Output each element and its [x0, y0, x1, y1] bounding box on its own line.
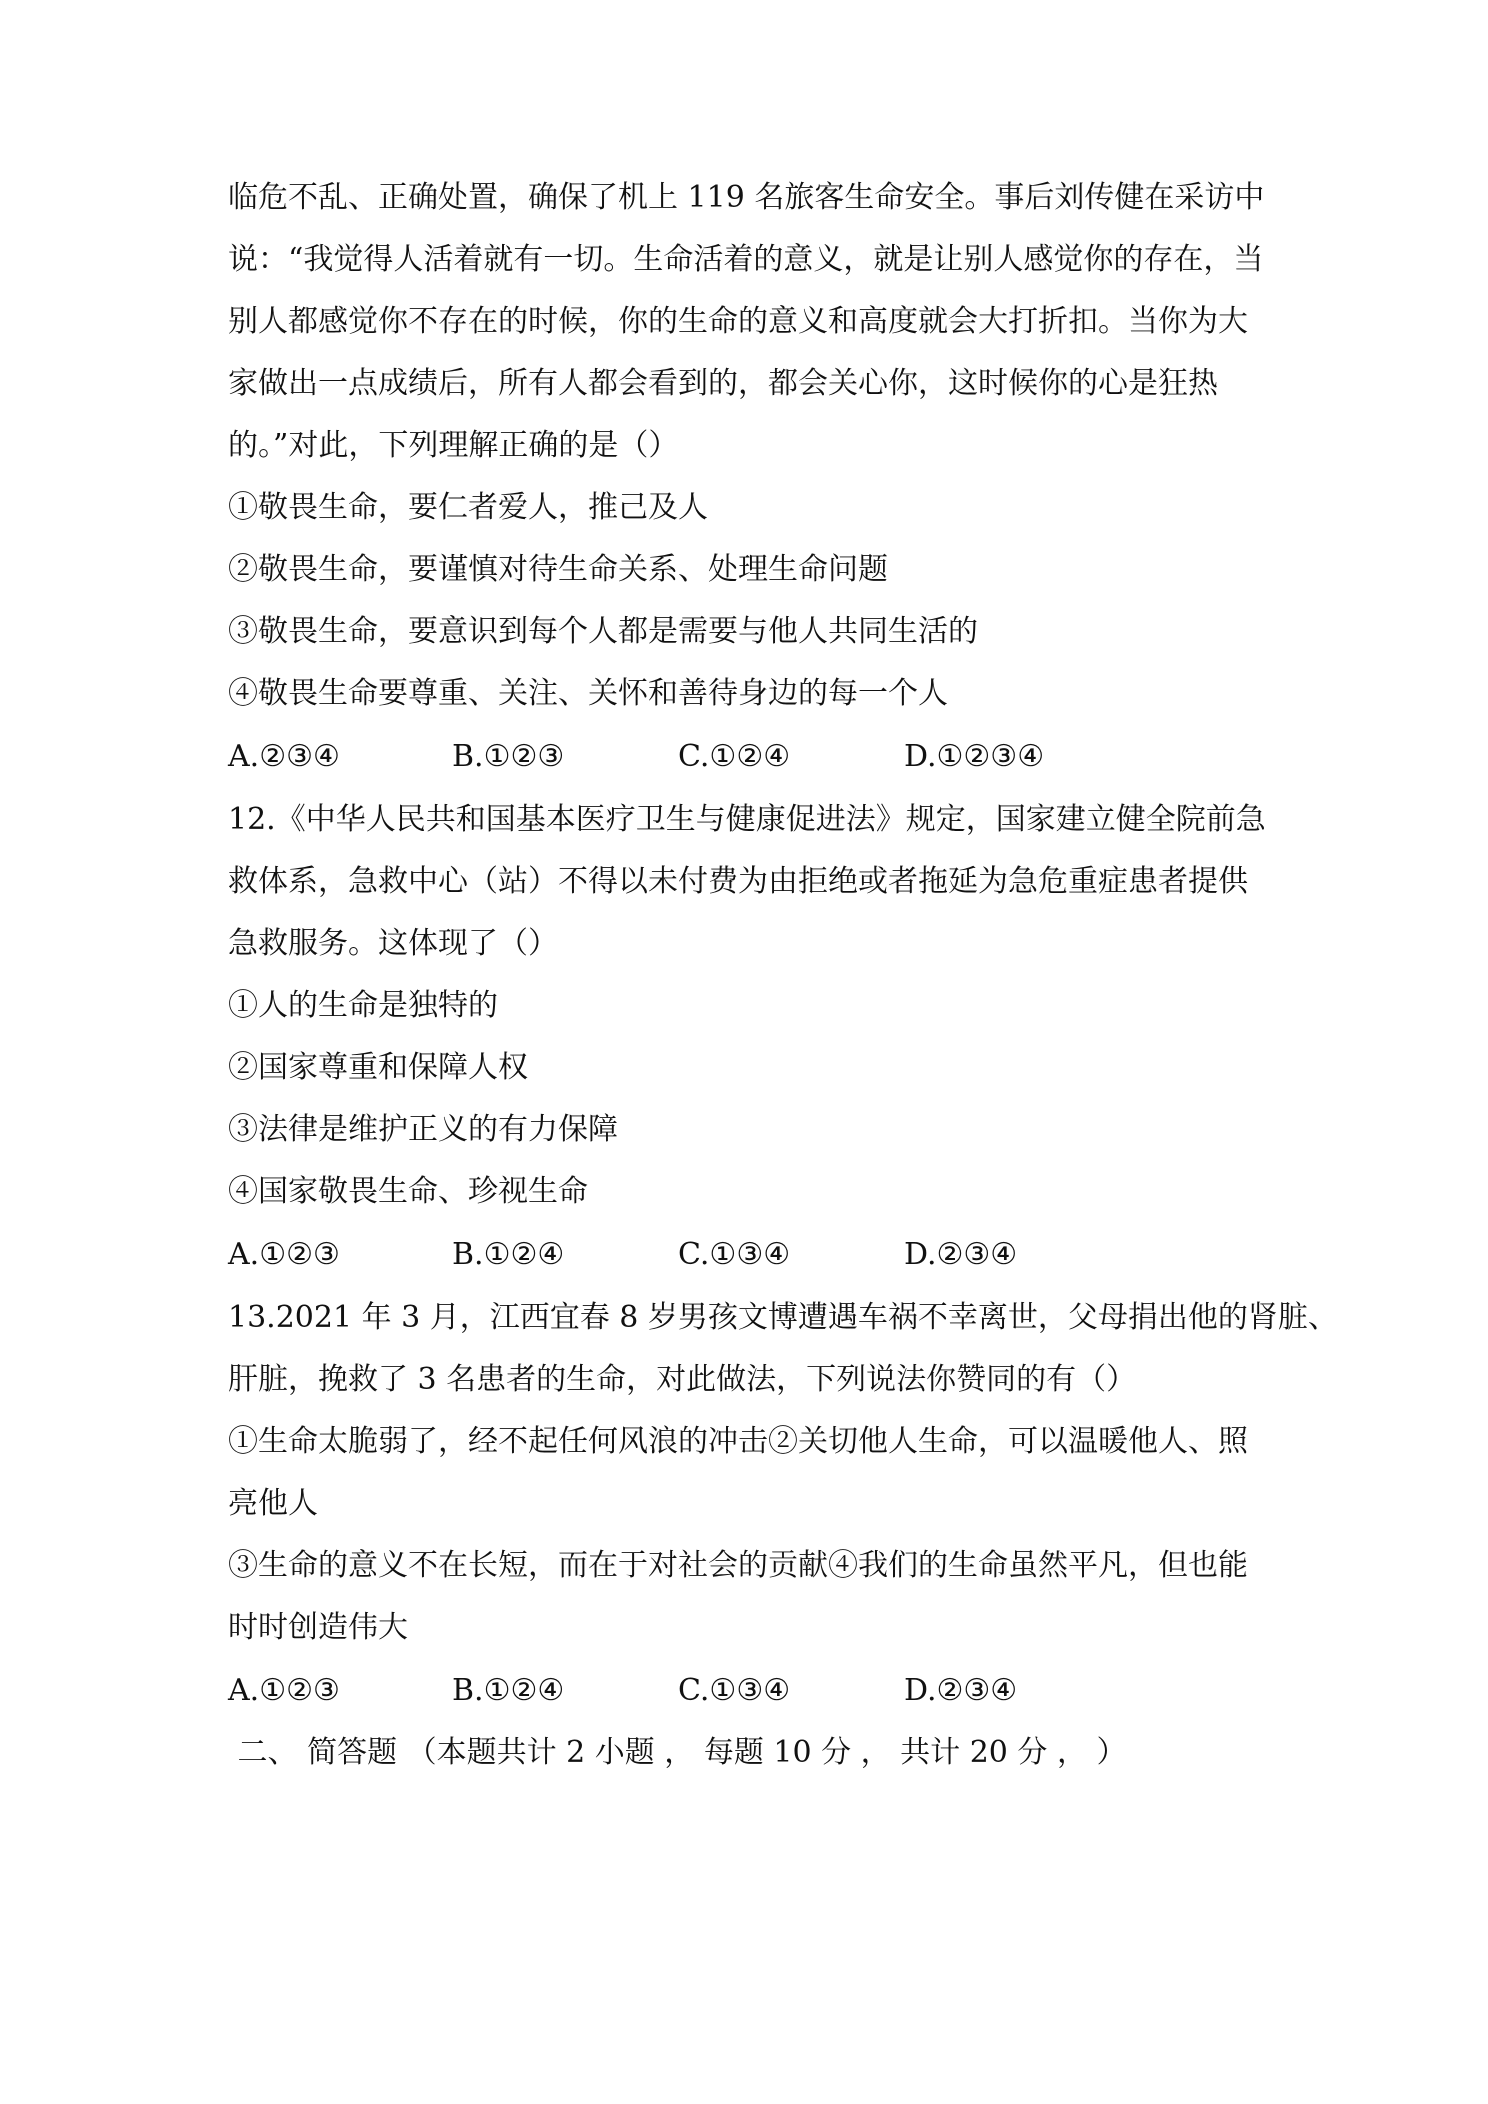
q11-option-b: B.①②③ — [452, 739, 565, 774]
q12-stem-line-2: 救体系，急救中心（站）不得以未付费为由拒绝或者拖延为急危重症患者提供 — [228, 864, 1248, 899]
q12-statement-1: ①人的生命是独特的 — [228, 988, 498, 1023]
q13-option-c: C.①③④ — [678, 1673, 791, 1708]
q13-stem-line-1: 13.2021 年 3 月，江西宜春 8 岁男孩文博遭遇车祸不幸离世，父母捐出他的肾脏、 — [228, 1300, 1338, 1335]
q12-stem-line-1: 12.《中华人民共和国基本医疗卫生与健康促进法》规定，国家建立健全院前急 — [228, 802, 1266, 837]
q12-option-d: D.②③④ — [904, 1237, 1018, 1272]
q11-option-c: C.①②④ — [678, 739, 791, 774]
q11-statement-4: ④敬畏生命要尊重、关注、关怀和善待身边的每一个人 — [228, 676, 948, 711]
q11-option-d: D.①②③④ — [904, 739, 1045, 774]
q12-statement-4: ④国家敬畏生命、珍视生命 — [228, 1174, 588, 1209]
q12-option-c: C.①③④ — [678, 1237, 791, 1272]
q13-statement-line-4: 时时创造伟大 — [228, 1610, 408, 1645]
q11-stem-line-3: 别人都感觉你不存在的时候，你的生命的意义和高度就会大打折扣。当你为大 — [228, 304, 1248, 339]
q12-statement-2: ②国家尊重和保障人权 — [228, 1050, 528, 1085]
q11-statement-3: ③敬畏生命，要意识到每个人都是需要与他人共同生活的 — [228, 614, 978, 649]
q11-stem-line-1: 临危不乱、正确处置，确保了机上 119 名旅客生命安全。事后刘传健在采访中 — [228, 180, 1265, 215]
q11-option-a: A.②③④ — [228, 739, 340, 774]
q12-option-b: B.①②④ — [452, 1237, 565, 1272]
q11-statement-2: ②敬畏生命，要谨慎对待生命关系、处理生命问题 — [228, 552, 888, 587]
q12-statement-3: ③法律是维护正义的有力保障 — [228, 1112, 618, 1147]
q11-stem-line-4: 家做出一点成绩后，所有人都会看到的，都会关心你，这时候你的心是狂热 — [228, 366, 1218, 401]
q13-stem-line-2: 肝脏，挽救了 3 名患者的生命，对此做法，下列说法你赞同的有（） — [228, 1362, 1137, 1397]
q13-statement-line-1: ①生命太脆弱了，经不起任何风浪的冲击②关切他人生命，可以温暖他人、照 — [228, 1424, 1248, 1459]
q12-stem-line-3: 急救服务。这体现了（） — [228, 926, 558, 961]
q13-option-b: B.①②④ — [452, 1673, 565, 1708]
q13-statement-line-2: 亮他人 — [228, 1486, 318, 1521]
q11-stem-line-2: 说：“我觉得人活着就有一切。生命活着的意义，就是让别人感觉你的存在，当 — [228, 242, 1264, 277]
q12-option-a: A.①②③ — [228, 1237, 340, 1272]
q11-stem-line-5: 的。”对此，下列理解正确的是（） — [228, 428, 679, 463]
q13-statement-line-3: ③生命的意义不在长短，而在于对社会的贡献④我们的生命虽然平凡，但也能 — [228, 1548, 1248, 1583]
q13-option-a: A.①②③ — [228, 1673, 340, 1708]
section-heading: 二、 简答题 （本题共计 2 小题 ， 每题 10 分 ， 共计 20 分 ， ） — [228, 1735, 1127, 1770]
q11-statement-1: ①敬畏生命，要仁者爱人，推己及人 — [228, 490, 708, 525]
q13-option-d: D.②③④ — [904, 1673, 1018, 1708]
